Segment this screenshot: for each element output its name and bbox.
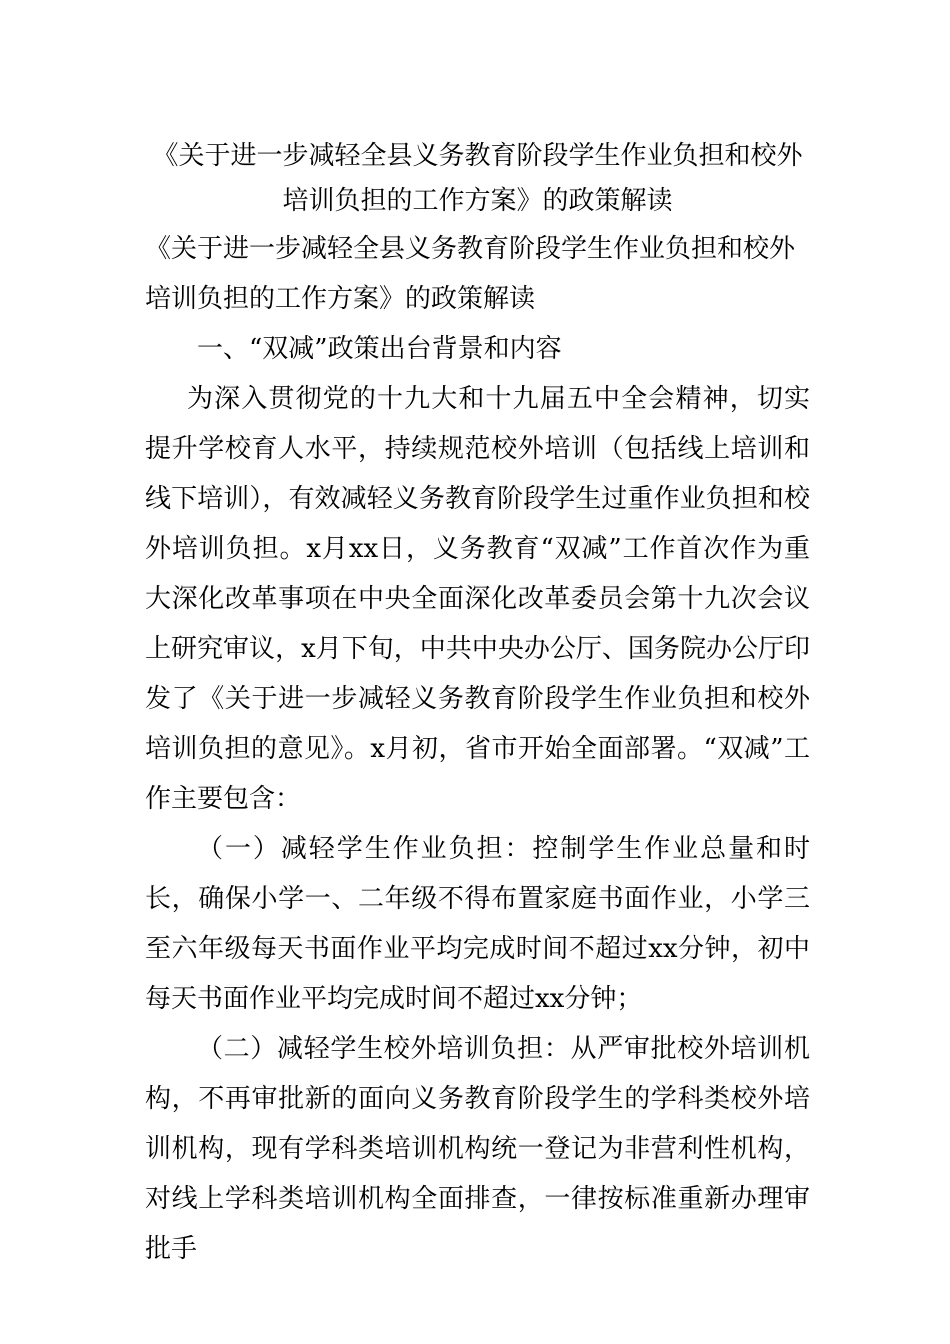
subtitle-line-1: 《关于进一步减轻全县义务教育阶段学生作业负担和校外 — [145, 234, 796, 264]
subtitle-line-2: 培训负担的工作方案》的政策解读 — [145, 284, 536, 314]
title-line-2: 培训负担的工作方案》的政策解读 — [282, 186, 673, 216]
title-line-1: 《关于进一步减轻全县义务教育阶段学生作业负担和校外 — [152, 141, 803, 171]
paragraph-training-burden: （二）减轻学生校外培训负担：从严审批校外培训机构，不再审批新的面向义务教育阶段学生的学科类校外培训机构，现有学科类培训机构统一登记为非营利性机构，对线上学科类培训机构全面排查，一律按标准重新办理审批手 — [145, 1034, 810, 1264]
paragraph-background: 为深入贯彻党的十九大和十九届五中全会精神，切实提升学校育人水平，持续规范校外培训（包括线上培训和线下培训），有效减轻义务教育阶段学生过重作业负担和校外培训负担。x月xx日，义务教育“双减”工作首次作为重大深化改革事项在中央全面深化改革委员会第十九次会议上研究审议，x月下旬，中共中央办公厅、国务院办公厅印发了《关于进一步减轻义务教育阶段学生作业负担和校外培训负担的意见》。x月初，省市开始全面部署。“双减”工作主要包含： — [145, 384, 810, 814]
document-subtitle — [145, 224, 810, 324]
paragraph-homework-burden: （一）减轻学生作业负担：控制学生作业总量和时长，确保小学一、二年级不得布置家庭书面作业，小学三至六年级每天书面作业平均完成时间不超过xx分钟，初中每天书面作业平均完成时间不超过xx分钟； — [145, 834, 810, 1014]
document-title — [145, 134, 810, 224]
document-content — [145, 134, 810, 1274]
section-heading: 一、“双减”政策出台背景和内容 — [197, 334, 562, 364]
